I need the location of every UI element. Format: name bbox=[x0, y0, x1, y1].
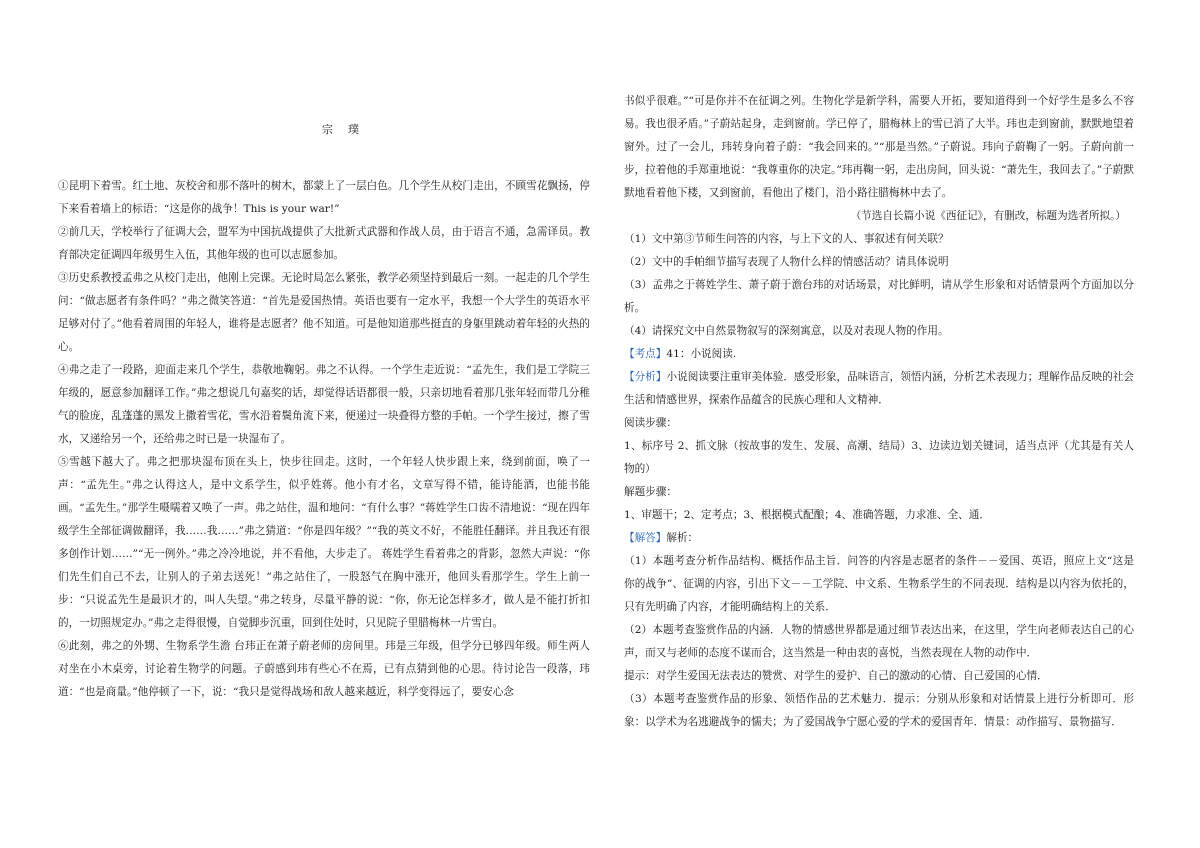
paragraph-5: ⑤雪越下越大了。弗之把那块湿布顶在头上，快步往回走。这时，一个年轻人快步跟上来，绕到前面，唤了一声：“孟先生。”弗之认得这人，是中文系学生，似乎姓蒋。他小有才名，文章写得不错，能诗能酒，也能书能画。“孟先生。”那学生嗫嚅着又唤了一声。弗之站住，温和地问：“有什么事？”蒋姓学生口齿不清地说：“现在四年级学生全部征调做翻译，我……我……”弗之猜道：“你是四年级？”“我的英文不好，不能胜任翻译。并且我还有很多创作计划……”“无一例外。”弗之冷冷地说，并不看他，大步走了。 蒋姓学生看着弗之的背影，忽然大声说：“你们先生们自己不去，让别人的子弟去送死！”弗之站住了，一股怒气在胸中涨开，他回头看那学生。学生上前一步：“只说孟先生是最识才的，叫人失望。”弗之转身，尽量平静的说：“你，你无论怎样多才，做人是不能打折扣的，一切照规定办。”弗之走得很慢，自觉脚步沉重，回到住处时，只见院子里腊梅林一片雪白。 bbox=[58, 456, 590, 629]
paragraph-4: ④弗之走了一段路，迎面走来几个学生，恭敬地鞠躬。弗之不认得。一个学生走近说：“孟先生，我们是工学院三年级的，愿意参加翻译工作。”弗之想说几句嘉奖的话，却觉得话语都很一般，只亲切地看着那几张年轻而带几分稚气的脸庞，乱蓬蓬的黑发上撒着雪花，雪水沿着鬓角流下来，便递过一块叠得方整的手帕。一个学生接过，擦了雪水，又递给另一个，还给弗之时已是一块湿布了。 bbox=[58, 364, 590, 445]
question-2: （2）文中的手帕细节描写表现了人物什么样的情感活动？请具体说明 bbox=[624, 256, 949, 268]
fenxi-line bbox=[624, 366, 1134, 412]
left-column bbox=[58, 0, 590, 704]
question-3: （3）孟弗之于蒋姓学生、萧子蔚于澹台玮的对话场景，对比鲜明，请从学生形象和对话情景两个方面加以分析。 bbox=[624, 279, 1134, 314]
jieda-line bbox=[624, 527, 1134, 550]
fenxi-text: 小说阅读要注重审美体验．感受形象，品味语言，领悟内涵，分析艺术表现力；理解作品反映的社会生活和情感世界，探索作品蕴含的民族心理和人文精神． bbox=[624, 371, 1135, 406]
jieda-text: 解析： bbox=[666, 532, 699, 544]
jieda-tag: 【解答】 bbox=[624, 532, 667, 544]
question-1: （1）文中第③节师生问答的内容，与上下文的人、事叙述有何关联？ bbox=[624, 233, 949, 245]
solving-steps: 1、审题干；2、定考点；3、根据模式配酿；4、准确答题，力求准、全、通． bbox=[624, 509, 990, 521]
paragraph-2: ②前几天，学校举行了征调大会，盟军为中国抗战提供了大批新式武器和作战人员，由于语言不通，急需译员。教育部决定征调四年级男生入伍，其他年级的也可以志愿参加。 bbox=[58, 226, 590, 261]
answer-2: （2）本题考查鉴赏作品的内涵．人物的情感世界都是通过细节表达出来，在这里，学生向老师表达自己的心声，而又与老师的态度不谋而合，这当然是一种由衷的喜悦，当然表现在人物的动作中． bbox=[624, 624, 1134, 659]
kaodian-tag: 【考点】 bbox=[624, 348, 667, 360]
answer-1: （1）本题考查分析作品结构、概括作品主旨．问答的内容是志愿者的条件－－爱国、英语，照应上文“这是你的战争”、征调的内容，引出下文－－工学院、中文系、生物系学生的不同表现．结构是以内容为依托的，只有先明确了内容，才能明确结构上的关系． bbox=[624, 555, 1134, 613]
kaodian-line bbox=[624, 343, 1134, 366]
kaodian-text: 41：小说阅读. bbox=[666, 348, 737, 360]
answer-hint: 提示：对学生爱国无法表达的赞赏、对学生的爱护、自己的激动的心情、自己爱国的心情． bbox=[624, 670, 1048, 682]
right-column bbox=[624, 0, 1134, 734]
question-4: （4）请探究文中自然景物叙写的深刻寓意，以及对表现人物的作用。 bbox=[624, 325, 949, 337]
reading-steps-label: 阅读步骤： bbox=[624, 417, 677, 429]
answer-3: （3）本题考查鉴赏作品的形象、领悟作品的艺术魅力．提示：分别从形象和对话情景上进行分析即可．形象：以学术为名逃避战争的懦夫；为了爱国战争宁愿心爱的学术的爱国青年．情景：动作描写、景物描写． bbox=[624, 693, 1134, 728]
continued-paragraph: 书似乎很难。”“可是你并不在征调之列。生物化学是新学科，需要人开拓，要知道得到一个好学生是多么不容易。我也很矛盾。”子蔚站起身，走到窗前。学已停了，腊梅林上的雪已消了大半。玮也走到窗前，默默地望着窗外。过了一会儿，玮转身向着子蔚：“我会回来的。”“那是当然。”子蔚说。玮向子蔚鞠了一躬。子蔚向前一步，拉着他的手郑重地说：“我尊重你的决定。”玮再鞠一躬，走出房间，回头说：“萧先生，我回去了。”子蔚默默地看着他下楼，又到窗前，看他出了楼门，沿小路往腊梅林中去了。 bbox=[624, 95, 1134, 199]
fenxi-tag: 【分析】 bbox=[624, 371, 667, 383]
reading-steps: 1、标序号 2、抓文脉（按故事的发生、发展、高潮、结局）3、边读边划关键词，适当点评（尤其是有关人物的） bbox=[624, 440, 1134, 475]
paragraph-6: ⑥此刻，弗之的外甥、生物系学生澹 台玮正在萧子蔚老师的房间里。玮是三年级，但学分已够四年级。师生两人对坐在小木桌旁，讨论着生物学的问题。子蔚感到玮有些心不在焉，已有点猜到他的心思。待讨论告一段落，玮道：“也是商量。”他停顿了一下，说：“我只是觉得战场和敌人越来越近，科学变得远了，要安心念 bbox=[58, 640, 590, 698]
source-note: （节选自长篇小说《西征记》，有删改，标题为选者所拟。） bbox=[850, 210, 1126, 222]
solving-steps-label: 解题步骤： bbox=[624, 486, 677, 498]
paragraph-3: ③历史系教授孟弗之从校门走出，他刚上完课。无论时局怎么紧张，教学必须坚持到最后一刻。一起走的几个学生问：“做志愿者有条件吗？”弗之微笑答道：“首先是爱国热情。英语也要有一定水平，我想一个大学生的英语水平足够对付了。”他看着周围的年轻人，谁将是志愿者？他不知道。可是他知道那些挺直的身躯里跳动着年轻的火热的心。 bbox=[58, 272, 590, 353]
author-name: 宗 璞 bbox=[322, 123, 361, 136]
paragraph-1: ①昆明下着雪。红土地、灰校舍和那不落叶的树木，都蒙上了一层白色。几个学生从校门走出，不顾雪花飘扬，停下来看着墙上的标语：“这是你的战争！This is your war!” bbox=[58, 180, 590, 215]
